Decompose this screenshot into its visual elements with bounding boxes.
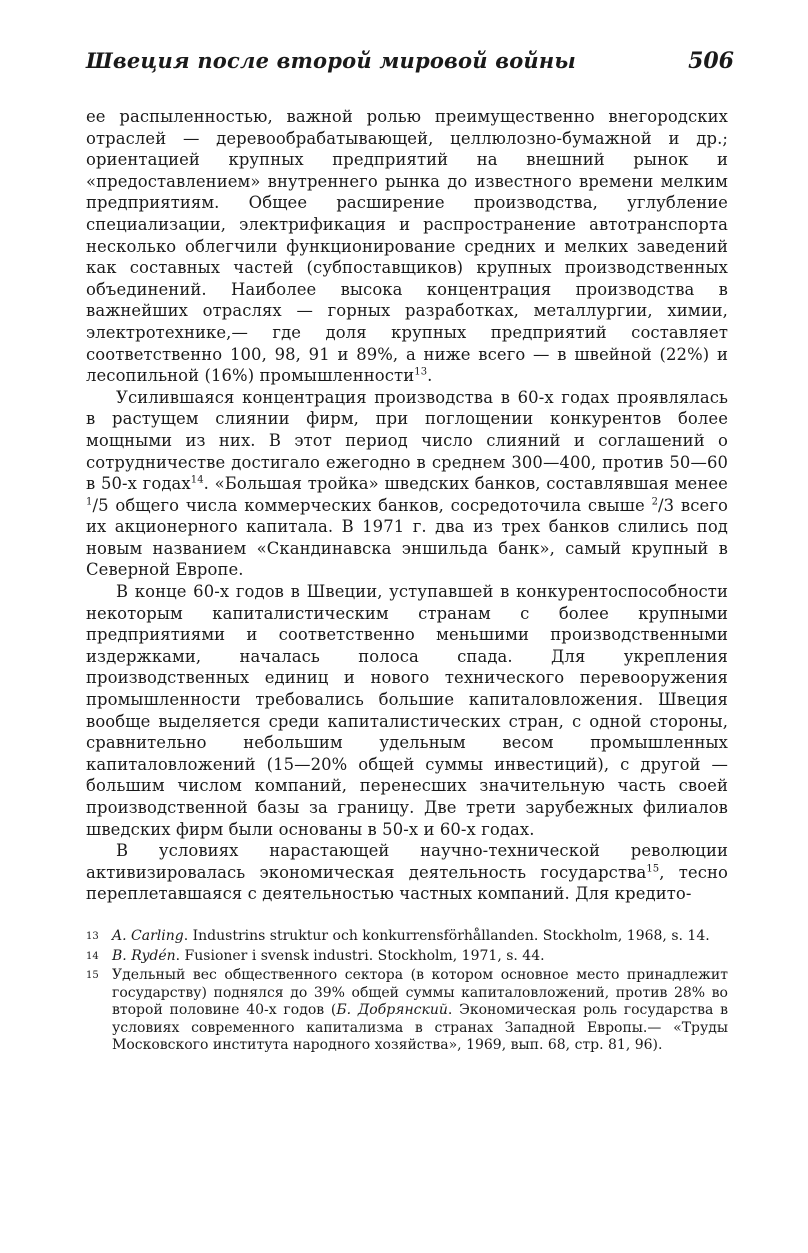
page-number: 506 [688,48,734,74]
footnote [86,967,728,1055]
author-name: B. Rydén [112,947,176,964]
footnote [86,928,728,946]
footnote-text [112,928,728,946]
running-title: Швеция после второй мировой войны [86,48,576,73]
text-segment: /5 общего числа коммерческих банков, сосредоточила свыше [92,495,652,515]
text-segment: В условиях нарастающей научно-технической революции активизировалась экономическая деятельность государства [86,841,728,882]
text-segment: . Экономическая роль государства в условиях современного капитализма в странах Западной Европы.— «Труды Московского института народного хозяйства», 1969, вып. 68, стр. 81, 96). [112,1002,728,1053]
text-segment: . Fusioner i svensk industri. Stockholm, 1971, s. 44. [175,947,545,964]
paragraph [86,387,728,581]
paragraph [86,581,728,840]
text-segment: В конце 60-х годов в Швеции, уступавшей в конкурентоспособности некоторым капиталистическим странам с более крупными предприятиями и соответственно меньшими производственными издержками, началась полоса спада. Для укрепления производственных единиц и нового технического перевооружения промышленности требовались большие капиталовложения. Швеция вообще выделяется среди капиталистических стран, с одной стороны, сравнительно небольшим удельным весом промышленных капиталовложений (15—20% общей суммы инвестиций), с другой — большим числом компаний, перенесших значительную часть своей производственной базы за границу. Две трети зарубежных филиалов шведских фирм были основаны в 50-х и 60-х годах. [86,582,728,839]
footnote-number: 14 [86,950,99,962]
author-name: A. Carling [112,928,184,944]
footnote-ref: 13 [414,366,428,378]
text-segment: , тесно переплетавшаяся с деятельностью частных компаний. Для кредито- [86,862,728,904]
page-header [86,46,734,86]
footnote-ref: 14 [190,474,204,486]
footnote [86,948,728,966]
text-segment: ее распыленностью, важной ролью преимущественно внегородских отраслей — деревообрабатывающей, целлюлозно-бумажной и др.; ориентацией крупных предприятий на внешний рынок и «предоставлением» внутреннего рынка до известного времени мелким предприятиям. Общее расширение производства, углубление специализации, электрификация и распространение автотранспорта несколько облегчили функционирование средних и мелких заведений как составных частей (субпоставщиков) крупных производственных объединений. Наиболее высока концентрация производства в важнейших отраслях — горных разработках, металлургии, химии, электротехнике,— где доля крупных предприятий составляет соответственно 100, 98, 91 и 89%, а ниже всего — в швейной (22%) и лесопильной (16%) промышленности [86,107,728,386]
text-segment: . [427,366,433,386]
footnotes [86,928,728,1057]
text-segment: Усилившаяся концентрация производства в 60-х годах проявлялась в растущем слиянии фирм, при поглощении конкурентов более мощными из них. В этот период число слияний и соглашений о сотрудничестве достигало ежегодно в среднем 300—400, против 50—60 в 50-х годах [86,387,728,494]
footnote-text [112,948,728,966]
footnote-ref: 15 [646,863,660,875]
footnote-number: 13 [86,931,99,942]
footnote-ref: 2 [651,496,659,508]
text-segment: /3 всего их акционерного капитала. В 1971 г. два из трех банков слились под новым названием «Скандинавска эншильда банк», самый крупный в Северной Европе. [86,495,728,580]
footnote-number: 15 [86,970,99,981]
footnote-text [112,967,728,1055]
author-name: Б. Добрянский [336,1002,448,1018]
paragraph [86,106,728,387]
body-text [86,106,728,905]
text-segment: Удельный вес общественного сектора (в котором основное место принадлежит государству) поднялся до 39% общей суммы капиталовложений, против 28% во второй половине 40-х годов ( [112,967,728,1018]
text-segment: . «Большая тройка» шведских банков, составлявшая менее [203,474,728,494]
footnote-ref: 1 [86,496,93,508]
paragraph [86,840,728,905]
text-segment: . Industrins struktur och konkurrensförhållanden. Stockholm, 1968, s. 14. [183,928,710,944]
